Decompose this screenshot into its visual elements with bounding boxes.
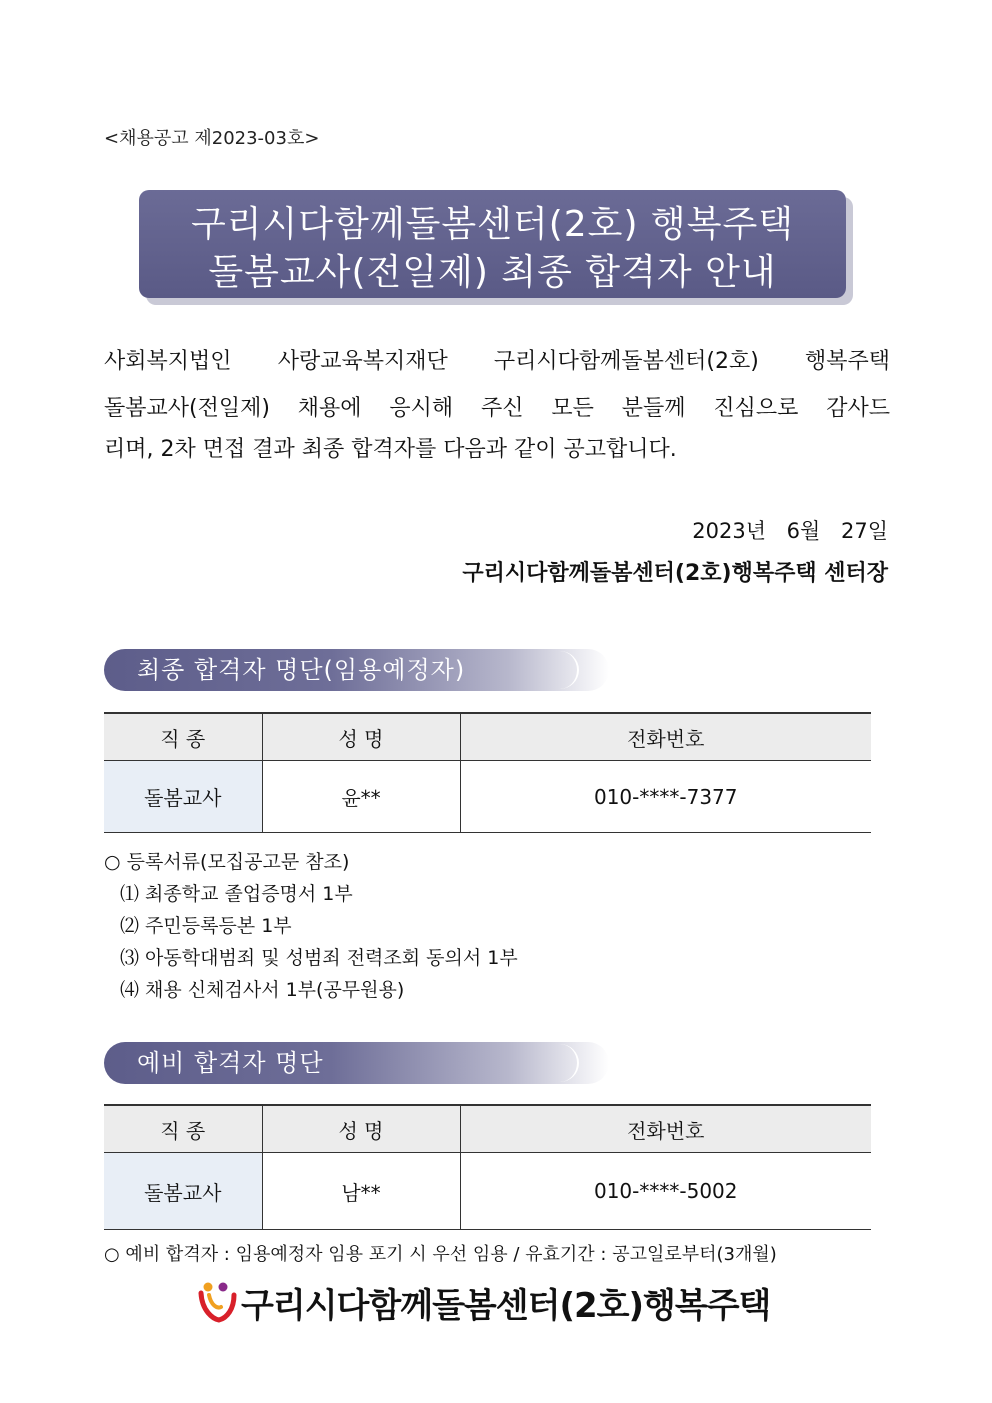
table-header-row xyxy=(104,713,871,761)
signer: 구리시다함께돌봄센터(2호)행복주택 센터장 xyxy=(462,561,888,586)
document-item: ⑵ 주민등록등본 1부 xyxy=(120,915,292,937)
title-line-1: 구리시다함께돌봄센터(2호) 행복주택 xyxy=(190,204,795,245)
final-section-heading-text: 최종 합격자 명단(임용예정자) xyxy=(137,656,466,684)
table-header-row xyxy=(104,1105,871,1153)
footer-logo xyxy=(197,1280,770,1324)
col-name: 성 명 xyxy=(262,1105,460,1153)
required-documents xyxy=(104,846,518,1006)
reserve-note: ○ 예비 합격자 : 임용예정자 임용 포기 시 우선 임용 / 유효기간 : 공고일로부터(3개월) xyxy=(104,1244,777,1265)
title-line-2: 돌봄교사(전일제) 최종 합격자 안내 xyxy=(208,252,777,293)
cell-name: 남** xyxy=(262,1153,460,1230)
announcement-date: 2023년 6월 27일 xyxy=(692,519,888,543)
body-line-3: 리며, 2차 면접 결과 최종 합격자를 다음과 같이 공고합니다. xyxy=(104,437,677,462)
footer-logo-text: 구리시다함께돌봄센터(2호)행복주택 xyxy=(241,1285,771,1326)
document-item: ⑷ 채용 신체검사서 1부(공무원용) xyxy=(120,979,405,1001)
cell-phone: 010-****-5002 xyxy=(460,1153,871,1230)
heading-arc-decoration xyxy=(537,1044,579,1082)
final-section-heading xyxy=(104,649,609,691)
col-name: 성 명 xyxy=(262,713,460,761)
table-row xyxy=(104,1153,871,1230)
body-line-2: 돌봄교사(전일제) 채용에 응시해 주신 모든 분들께 진심으로 감사드 xyxy=(104,396,890,421)
notice-number: <채용공고 제2023-03호> xyxy=(104,128,320,149)
body-line-1: 사회복지법인 사랑교육복지재단 구리시다함께돌봄센터(2호) 행복주택 xyxy=(104,349,890,374)
document-item: ⑶ 아동학대범죄 및 성범죄 전력조회 동의서 1부 xyxy=(120,947,518,969)
reserve-list-table xyxy=(104,1104,871,1230)
reserve-section-heading-text: 예비 합격자 명단 xyxy=(137,1049,324,1077)
heading-arc-decoration xyxy=(537,651,579,689)
cell-name: 윤** xyxy=(262,761,460,833)
cell-job: 돌봄교사 xyxy=(104,1153,262,1230)
reserve-section-heading xyxy=(104,1042,609,1084)
title-banner xyxy=(139,190,846,298)
col-job: 직 종 xyxy=(104,1105,262,1153)
final-list-table xyxy=(104,712,871,833)
col-phone: 전화번호 xyxy=(460,713,871,761)
col-job: 직 종 xyxy=(104,713,262,761)
table-row xyxy=(104,761,871,833)
col-phone: 전화번호 xyxy=(460,1105,871,1153)
documents-title: ○ 등록서류(모집공고문 참조) xyxy=(104,851,350,873)
cell-job: 돌봄교사 xyxy=(104,761,262,833)
document-item: ⑴ 최종학교 졸업증명서 1부 xyxy=(120,883,353,905)
cell-phone: 010-****-7377 xyxy=(460,761,871,833)
center-logo-icon xyxy=(197,1281,237,1323)
